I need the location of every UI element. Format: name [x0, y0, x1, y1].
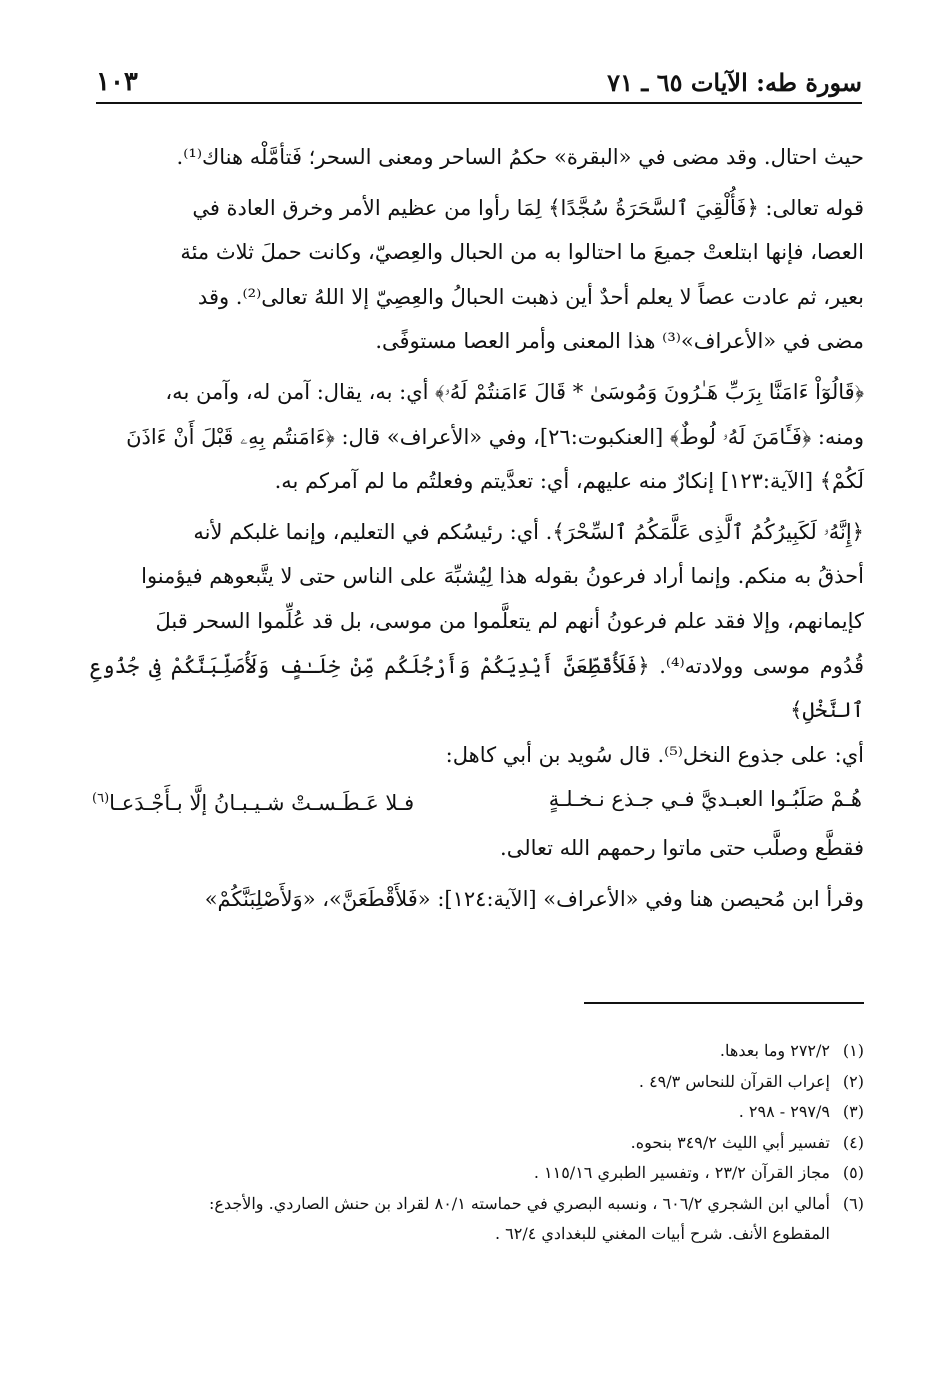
text-line: حيث احتال. وقد مضى في «البقرة» حكمُ الساحر ومعنى السحر؛ فَتأمَّلْه هناك⁽¹⁾.: [176, 145, 864, 169]
verse-second-hemistich: [90, 777, 416, 826]
footnote-number: (٢): [842, 1071, 864, 1091]
footnote-text: تفسير أبي الليث ٣٤٩/٢ بنحوه.: [630, 1132, 830, 1152]
poetry-verse: [90, 777, 864, 826]
footnote-text: ٢٩٧/٩ - ٢٩٨ .: [738, 1102, 830, 1121]
footnote-number: (٥): [842, 1163, 864, 1182]
footnote: [96, 1158, 864, 1189]
footnote-text: ٢٧٢/٢ وما بعدها.: [719, 1041, 830, 1060]
footnote-number: (٣): [842, 1102, 864, 1121]
text-line: العصا، فإنها ابتلعتْ جميعَ ما احتالوا به من الحبال والعِصيّ، وكانت حملَ ثلاث مئة: [180, 240, 864, 265]
main-text: [90, 135, 864, 921]
text-line: بعير، ثم عادت عصاً لا يعلم أحدٌ أين ذهبت الحبالُ والعِصِيّ إلا اللهُ تعالى⁽²⁾. وقد: [197, 284, 864, 309]
footnote-text: إعراب القرآن للنحاس ٤٩/٣ .: [638, 1071, 830, 1091]
footnote: [96, 1128, 864, 1159]
footnote: [96, 1067, 864, 1098]
text-line: ﴿قَالُوٓاْ ءَامَنَّا بِرَبِّ هَـٰرُونَ وَمُوسَىٰ * قَالَ ءَامَنتُمْ لَهُۥ﴾ أي: به، يقال: آمن له، وآمن به،: [165, 379, 864, 404]
footnote-marker: (٦): [92, 791, 110, 807]
footnote-text: مجاز القرآن ٢٣/٢ ، وتفسير الطبري ١١٥/١٦ .: [533, 1163, 830, 1182]
text-line: قُدُوم موسى وولادته⁽⁴⁾. ﴿فَلَأُقَطِّعَنَّ أَيْدِيَكُمْ وَأَرْجُلَكُم مِّنْ خِلَـٰفٍ وَلَأُصَلِّبَنَّكُمْ فِى جُذُوعِ ٱلنَّخْلِ﴾: [90, 653, 864, 723]
verse-second-hemistich-text: فـلا عَـطَـسـتْ شـيـبـانُ إلَّا بـأَجْـدَعـا: [109, 791, 415, 816]
footnote: [96, 1036, 864, 1067]
text-line: فقطَّع وصلَّب حتى ماتوا رحمهم الله تعالى.: [500, 835, 864, 860]
footnotes: [96, 1036, 864, 1250]
verse-first-hemistich: هُـمْ صَلَبُـوا العبـديَّ فـي جـذع نـخـلـةٍ: [548, 787, 862, 812]
footnote-number: (٦): [842, 1193, 864, 1213]
text-line: كإيمانهم، وإلا فقد علم فرعونُ أنهم لم يتعلَّموا من موسى، بل قد عُلِّموا السحر قبلَ: [155, 608, 864, 633]
footnote: [96, 1097, 864, 1128]
text-line: قوله تعالى: ﴿فَأُلْقِيَ ٱلسَّحَرَةُ سُجَّدًا﴾ لِمَا رأوا من عظيم الأمر وخرق العادة في: [192, 195, 864, 220]
footnote-text: أمالي ابن الشجري ٦٠٦/٢ ، ونسبه البصري في حماسته ٨٠/١ لقراد بن حنش الصاردي. والأجدع:: [209, 1193, 830, 1213]
text-line: أحذقُ به منكم. وإنما أراد فرعونُ بقوله هذا لِيُشبِّهَ على الناس حتى لا يتَّبعوهم فيؤمنوا: [141, 564, 864, 589]
footnote: [96, 1189, 864, 1220]
text-line: ومنه: ﴿فَـَٔامَنَ لَهُۥ لُوطٌ﴾ [العنكبوت:٢٦]، وفي «الأعراف» قال: ﴿ءَامَنتُم بِهِۦ قَبْلَ أَنْ ءَاذَنَ: [126, 424, 864, 449]
page-number: ١٠٣: [96, 67, 138, 97]
footnote-number: (١): [842, 1041, 864, 1060]
footnote-separator: [584, 1002, 864, 1004]
page-header: [96, 62, 862, 104]
text-line: أي: على جذوع النخل⁽⁵⁾. قال سُويد بن أبي كاهل:: [445, 742, 864, 767]
running-title: سورة طه: الآيات ٦٥ ـ ٧١: [607, 67, 862, 97]
footnote-continuation: المقطوع الأنف. شرح أبيات المغني للبغدادي ٦٢/٤ .: [494, 1224, 830, 1243]
text-line: مضى في «الأعراف»⁽³⁾ هذا المعنى وأمر العصا مستوفًى.: [375, 329, 864, 354]
text-line: وقرأ ابن مُحيصن هنا وفي «الأعراف» [الآية:١٢٤]: «فَلأَقْطَعَنَّ»، «وَلأَصْلِبَنَّكُمْ»: [204, 886, 864, 911]
footnote-number: (٤): [842, 1132, 864, 1152]
text-line: لَكُمْ﴾ [الآية:١٢٣] إنكارٌ منه عليهم، أي: تعدَّيتم وفعلتُم ما لم آمركم به.: [274, 469, 864, 494]
text-line: ﴿إِنَّهُۥ لَكَبِيرُكُمُ ٱلَّذِى عَلَّمَكُمُ ٱلسِّحْرَ﴾. أي: رئيسُكم في التعليم، وإنما غلبكم لأنه: [193, 519, 864, 544]
